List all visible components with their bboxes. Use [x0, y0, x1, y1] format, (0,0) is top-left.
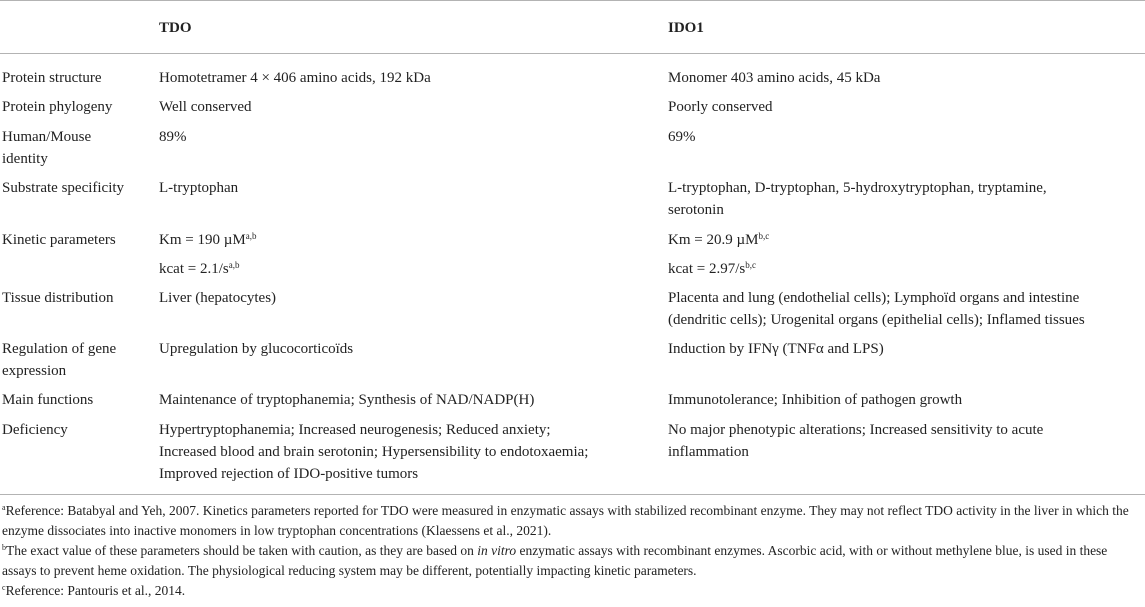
tdo-regulation: Upregulation by glucocorticoïds: [159, 341, 354, 357]
row-label-regulation-line2: expression: [2, 363, 67, 379]
row-label-tissue-distribution: Tissue distribution: [2, 290, 114, 306]
footnote-c: $^c$Reference: Pantouris et al., 2014.: [2, 583, 186, 598]
ido1-regulation: Induction by IFNγ (TNFα and LPS): [668, 341, 884, 357]
table-bottom-rule: [0, 494, 1145, 495]
column-header-tdo: TDO: [159, 20, 192, 36]
row-label-deficiency: Deficiency: [2, 422, 68, 438]
tdo-deficiency-line3: Improved rejection of IDO-positive tumors: [159, 466, 419, 482]
ido1-km: Km = 20.9 µM$^{b,c}$: [668, 231, 770, 248]
tdo-km: Km = 190 µM$^{a,b}$: [159, 231, 257, 248]
row-label-protein-phylogeny: Protein phylogeny: [2, 99, 113, 115]
column-header-ido1: IDO1: [668, 20, 704, 36]
footnotes: [2, 501, 1143, 601]
row-label-regulation-line1: Regulation of gene: [2, 341, 117, 357]
ido1-kcat: kcat = $2.97/s^{b,c}$: [668, 260, 756, 277]
tdo-deficiency-line1: Hypertryptophanemia; Increased neurogenesis; Reduced anxiety;: [159, 422, 551, 438]
tdo-tissue-distribution: Liver (hepatocytes): [159, 290, 277, 306]
row-label-main-functions: Main functions: [2, 392, 94, 408]
footnote-b: $^b$The exact value of these parameters should be taken with caution, as they are based on in vitro enzymatic assays with recombinant enzymes. Ascorbic acid, with or without methylene blue, is used in these assays to prevent heme oxidation. The physiological reducing system may be different, potentially impacting kinetic parameters.: [2, 543, 1108, 578]
row-label-substrate-specificity: Substrate specificity: [2, 180, 125, 196]
ido1-substrate-specificity-line1: L-tryptophan, D-tryptophan, 5-hydroxytryptophan, tryptamine,: [668, 180, 1047, 196]
footnote-a: $^a$Reference: Batabyal and Yeh, 2007. Kinetics parameters reported for TDO were measured in enzymatic assays with stabilized recombinant enzyme. They may not reflect TDO activity in the liver in which the enzyme dissociates into inactive monomers in low tryptophan concentrations (Klaessens et al., 2021).: [2, 503, 1129, 538]
tdo-kcat: kcat = $2.1/s^{a,b}$: [159, 260, 240, 277]
tdo-human-mouse-identity: 89%: [159, 129, 187, 145]
row-label-protein-structure: Protein structure: [2, 70, 102, 86]
table-top-rule: [0, 0, 1145, 1]
ido1-human-mouse-identity: 69%: [668, 129, 696, 145]
ido1-tissue-distribution-line1: Placenta and lung (endothelial cells); Lymphoïd organs and intestine: [668, 290, 1080, 306]
tdo-protein-phylogeny: Well conserved: [159, 99, 252, 115]
ido1-substrate-specificity-line2: serotonin: [668, 202, 724, 218]
row-label-kinetic-parameters: Kinetic parameters: [2, 232, 116, 248]
tdo-deficiency-line2: Increased blood and brain serotonin; Hypersensibility to endotoxaemia;: [159, 444, 589, 460]
header-rule: [0, 53, 1145, 54]
tdo-protein-structure: Homotetramer 4 × 406 amino acids, 192 kDa: [159, 70, 431, 86]
ido1-protein-structure: Monomer 403 amino acids, 45 kDa: [668, 70, 881, 86]
tdo-substrate-specificity: L-tryptophan: [159, 180, 239, 196]
ido1-protein-phylogeny: Poorly conserved: [668, 99, 773, 115]
row-label-human-mouse-identity-line1: Human/Mouse: [2, 129, 92, 145]
ido1-deficiency-line2: inflammation: [668, 444, 749, 460]
row-label-human-mouse-identity-line2: identity: [2, 151, 48, 167]
ido1-deficiency-line1: No major phenotypic alterations; Increased sensitivity to acute: [668, 422, 1044, 438]
ido1-tissue-distribution-line2: (dendritic cells); Urogenital organs (epithelial cells); Inflamed tissues: [668, 312, 1085, 328]
ido1-main-functions: Immunotolerance; Inhibition of pathogen growth: [668, 392, 963, 408]
tdo-main-functions: Maintenance of tryptophanemia; Synthesis of NAD/NADP(H): [159, 392, 535, 408]
